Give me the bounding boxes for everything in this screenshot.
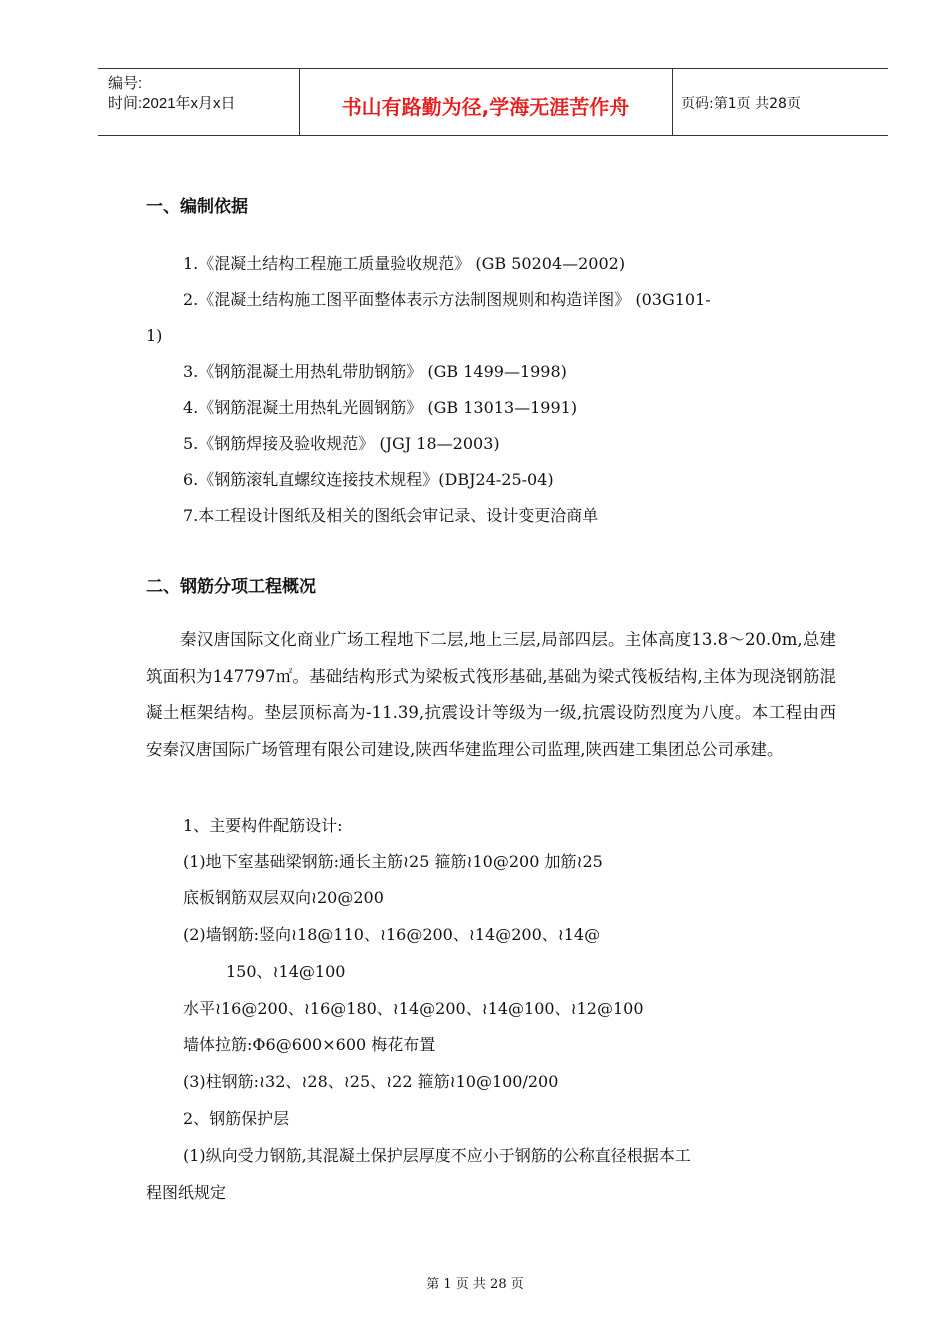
body-line: 墙体拉筋:Φ6@600×600 梅花布置 [183, 1035, 436, 1054]
reference-item: 4.《钢筋混凝土用热轧光圆钢筋》 (GB 13013—1991) [183, 398, 578, 417]
body-line: 2、钢筋保护层 [183, 1109, 290, 1128]
body-line: (3)柱钢筋:≀32、≀28、≀25、≀22 箍筋≀10@100/200 [183, 1072, 559, 1091]
body-line: (1)纵向受力钢筋,其混凝土保护层厚度不应小于钢筋的公称直径根据本工 [183, 1146, 691, 1165]
reference-item: 3.《钢筋混凝土用热轧带肋钢筋》 (GB 1499—1998) [183, 362, 567, 381]
reference-item: 7.本工程设计图纸及相关的图纸会审记录、设计变更洽商单 [183, 506, 599, 525]
document-number-label: 编号: [108, 75, 143, 92]
page-header [98, 68, 888, 136]
reference-item: 6.《钢筋滚轧直螺纹连接技术规程》(DBJ24-25-04) [183, 470, 554, 489]
reference-item: 2.《混凝土结构施工图平面整体表示方法制图规则和构造详图》 (03G101- [183, 290, 711, 309]
header-meta-cell [98, 69, 300, 135]
body-line: 程图纸规定 [146, 1183, 227, 1202]
body-line: 150、≀14@100 [226, 962, 346, 981]
header-motto-cell [299, 69, 673, 135]
body-line: 底板钢筋双层双向≀20@200 [183, 888, 384, 907]
document-time-label: 时间:2021年x月x日 [108, 95, 236, 112]
body-line: 1、主要构件配筋设计: [183, 816, 343, 835]
reference-item: 1.《混凝土结构工程施工质量验收规范》 (GB 50204—2002) [183, 254, 626, 273]
overview-text: 秦汉唐国际文化商业广场工程地下二层,地上三层,局部四层。主体高度13.8～20.0m,总建筑面积为147797㎡。基础结构形式为梁板式筏形基础,基础为梁式筏板结构,主体为现浇钢筋混凝土框架结构。垫层顶标高为-11.39,抗震设计等级为一级,抗震设防烈度为八度。本工程由西安秦汉唐国际广场管理有限公司建设,陕西华建监理公司监理,陕西建工集团总公司承建。 [146, 630, 836, 759]
page-footer: 第 1 页 共 28 页 [426, 1277, 524, 1292]
header-page-cell [673, 69, 888, 135]
header-page-info: 页码:第1页 共28页 [681, 96, 801, 112]
section-title-basis: 一、编制依据 [146, 197, 248, 217]
body-line: (1)地下室基础梁钢筋:通长主筋≀25 箍筋≀10@200 加筋≀25 [183, 852, 603, 871]
body-line: 水平≀16@200、≀16@180、≀14@200、≀14@100、≀12@100 [183, 999, 644, 1018]
reference-item: 5.《钢筋焊接及验收规范》 (JGJ 18—2003) [183, 434, 500, 453]
motto-text: 书山有路勤为径,学海无涯苦作舟 [341, 95, 630, 119]
overview-paragraph [146, 622, 836, 768]
section-title-overview: 二、钢筋分项工程概况 [146, 577, 316, 597]
body-line: (2)墙钢筋:竖向≀18@110、≀16@200、≀14@200、≀14@ [183, 925, 601, 944]
reference-item: 1) [146, 326, 163, 345]
